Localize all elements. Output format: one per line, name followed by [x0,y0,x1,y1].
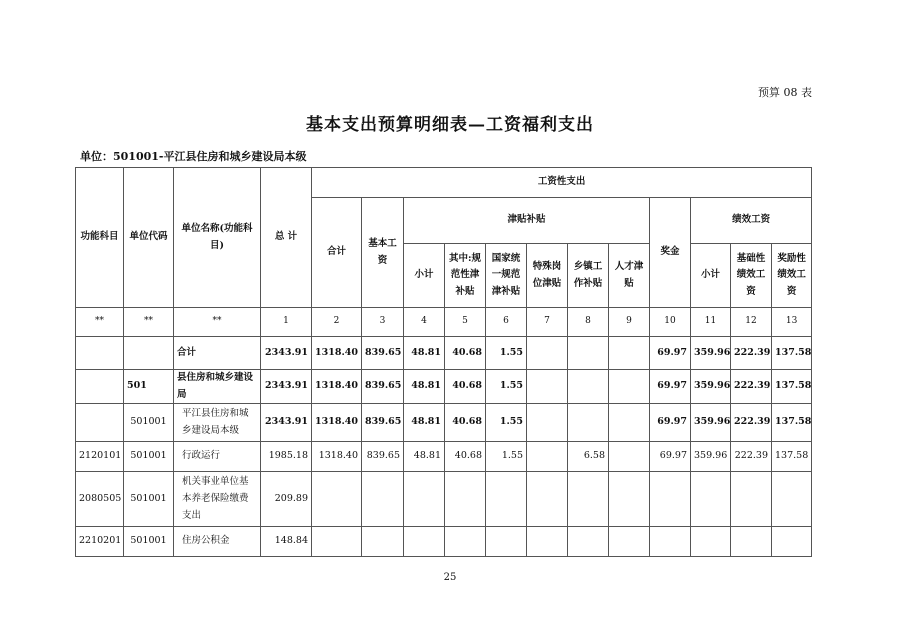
form-number: 预算 08 表 [758,86,812,99]
value-cell [312,472,362,527]
value-cell [609,527,650,557]
index-cell: 8 [568,308,609,337]
value-cell: 69.97 [650,404,691,442]
value-cell: 839.65 [362,337,404,370]
index-cell: ** [76,308,124,337]
value-cell [527,370,568,404]
value-cell [772,527,812,557]
value-cell [312,527,362,557]
value-cell: 48.81 [404,337,445,370]
value-cell: 1318.40 [312,337,362,370]
header-total: 总 计 [261,168,312,308]
value-cell [527,404,568,442]
index-cell: 6 [486,308,527,337]
header-perf-base: 基础性绩效工资 [731,244,772,308]
unit-code-cell: 501001 [124,472,174,527]
value-cell: 40.68 [445,370,486,404]
index-cell: ** [124,308,174,337]
value-cell [650,472,691,527]
value-cell: 40.68 [445,442,486,472]
page-number: 25 [443,572,457,583]
value-cell [486,472,527,527]
value-cell: 839.65 [362,370,404,404]
header-basic: 基本工资 [362,198,404,308]
value-cell: 1.55 [486,337,527,370]
value-cell [362,527,404,557]
unit-code-cell: 501001 [124,442,174,472]
value-cell: 359.96 [691,337,731,370]
value-cell [527,442,568,472]
unit-name-cell: 平江县住房和城乡建设局本级 [174,404,261,442]
header-perf: 绩效工资 [691,198,812,244]
value-cell [527,527,568,557]
func-code-cell: 2080505 [76,472,124,527]
index-row [76,308,812,337]
header-perf-sub: 小计 [691,244,731,308]
table-row [76,404,812,442]
value-cell: 2343.91 [261,370,312,404]
value-cell: 222.39 [731,442,772,472]
func-code-cell [76,404,124,442]
value-cell [772,472,812,527]
value-cell: 222.39 [731,337,772,370]
table-row [76,442,812,472]
value-cell [527,472,568,527]
header-allow-post: 特殊岗位津贴 [527,244,568,308]
value-cell: 1318.40 [312,442,362,472]
header-salary: 工资性支出 [312,168,812,198]
value-cell [568,337,609,370]
value-cell [568,527,609,557]
value-cell: 1.55 [486,404,527,442]
index-cell: 2 [312,308,362,337]
unit-name-cell: 行政运行 [174,442,261,472]
value-cell: 1318.40 [312,370,362,404]
unit-code-cell: 501001 [124,404,174,442]
value-cell: 1.55 [486,370,527,404]
index-cell: 3 [362,308,404,337]
value-cell: 222.39 [731,404,772,442]
index-cell: 1 [261,308,312,337]
value-cell [404,527,445,557]
value-cell: 222.39 [731,370,772,404]
unit-code-cell [124,337,174,370]
value-cell: 839.65 [362,442,404,472]
value-cell [609,404,650,442]
value-cell: 69.97 [650,442,691,472]
value-cell [609,472,650,527]
value-cell [731,527,772,557]
value-cell: 69.97 [650,370,691,404]
value-cell: 839.65 [362,404,404,442]
value-cell [362,472,404,527]
value-cell: 48.81 [404,442,445,472]
func-code-cell: 2120101 [76,442,124,472]
header-sum: 合计 [312,198,362,308]
index-cell: 10 [650,308,691,337]
header-perf-reward: 奖励性绩效工资 [772,244,812,308]
header-allow-std: 其中:规范性津补贴 [445,244,486,308]
header-allow-sub: 小计 [404,244,445,308]
table-row [76,527,812,557]
value-cell: 69.97 [650,337,691,370]
unit-name-cell: 机关事业单位基本养老保险缴费支出 [174,472,261,527]
value-cell: 1318.40 [312,404,362,442]
func-code-cell: 2210201 [76,527,124,557]
header-allowance: 津贴补贴 [404,198,650,244]
unit-label: 单位：501001-平江县住房和城乡建设局本级 [80,150,307,163]
value-cell [691,527,731,557]
index-cell: 5 [445,308,486,337]
table-row [76,337,812,370]
value-cell: 209.89 [261,472,312,527]
header-code: 单位代码 [124,168,174,308]
index-cell: 7 [527,308,568,337]
value-cell: 148.84 [261,527,312,557]
unit-code-cell: 501 [124,370,174,404]
index-cell: 12 [731,308,772,337]
table-row [76,370,812,404]
value-cell: 40.68 [445,337,486,370]
unit-name-cell: 合计 [174,337,261,370]
value-cell: 137.58 [772,337,812,370]
page-title: 基本支出预算明细表—工资福利支出 [306,115,594,135]
salary-expenditure-table [75,167,812,557]
value-cell [650,527,691,557]
value-cell: 1.55 [486,442,527,472]
header-func: 功能科目 [76,168,124,308]
value-cell [609,370,650,404]
value-cell [731,472,772,527]
value-cell: 359.96 [691,370,731,404]
value-cell: 137.58 [772,442,812,472]
value-cell: 359.96 [691,404,731,442]
index-cell: 4 [404,308,445,337]
value-cell: 48.81 [404,370,445,404]
value-cell [404,472,445,527]
value-cell [568,404,609,442]
index-cell: ** [174,308,261,337]
func-code-cell [76,337,124,370]
value-cell [568,370,609,404]
value-cell [445,472,486,527]
value-cell: 137.58 [772,404,812,442]
index-cell: 9 [609,308,650,337]
func-code-cell [76,370,124,404]
value-cell [609,442,650,472]
header-name: 单位名称(功能科目) [174,168,261,308]
value-cell [691,472,731,527]
value-cell [609,337,650,370]
header-allow-talent: 人才津贴 [609,244,650,308]
value-cell [486,527,527,557]
value-cell: 2343.91 [261,404,312,442]
index-cell: 11 [691,308,731,337]
value-cell: 6.58 [568,442,609,472]
table-row [76,472,812,527]
value-cell: 2343.91 [261,337,312,370]
header-allow-nat: 国家统一规范津补贴 [486,244,527,308]
unit-name-cell: 县住房和城乡建设局 [174,370,261,404]
value-cell [445,527,486,557]
header-bonus: 奖金 [650,198,691,308]
value-cell: 359.96 [691,442,731,472]
index-cell: 13 [772,308,812,337]
value-cell: 1985.18 [261,442,312,472]
value-cell [568,472,609,527]
value-cell: 48.81 [404,404,445,442]
value-cell: 40.68 [445,404,486,442]
unit-name-cell: 住房公积金 [174,527,261,557]
value-cell: 137.58 [772,370,812,404]
value-cell [527,337,568,370]
unit-code-cell: 501001 [124,527,174,557]
header-allow-town: 乡镇工作补贴 [568,244,609,308]
